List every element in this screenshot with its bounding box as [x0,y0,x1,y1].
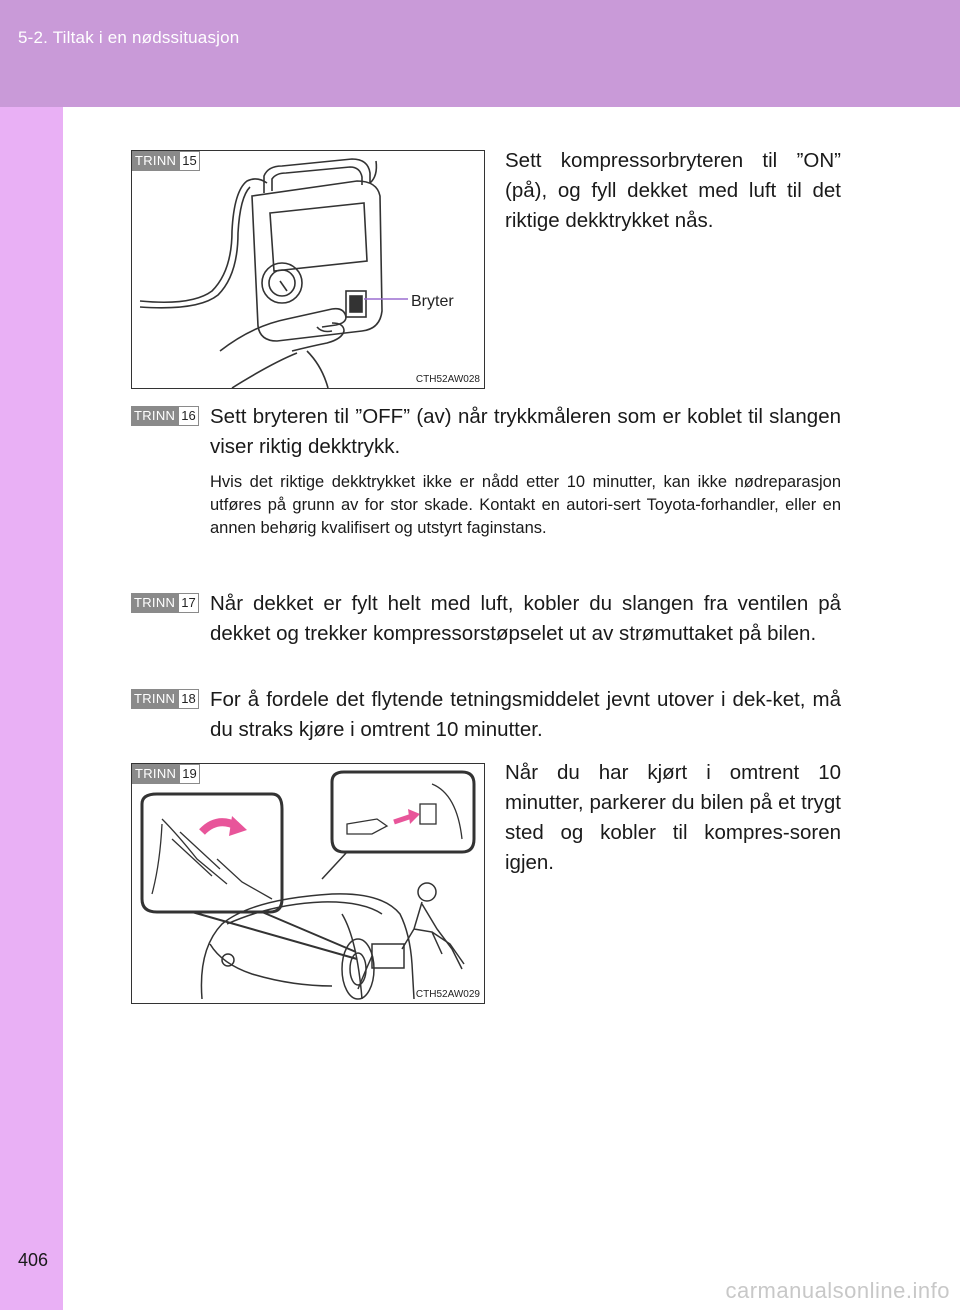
page-number: 406 [18,1250,49,1270]
step-16-note: Hvis det riktige dekktrykket ikke er nådd etter 10 minutter, kan ikke nødreparasjon utføres på grunn av for stor skade. Kontakt en autori-sert Toyota-forhandler, eller en annen behørig kvalifisert og utstyrt faginstans. [210,473,841,537]
step-word: TRINN [131,593,178,613]
step-number: 16 [178,406,198,426]
header-band [0,0,960,107]
step-18-text: For å fordele det flytende tetningsmiddelet jevnt utover i dek-ket, må du straks kjøre i omtrent 10 minutter. [210,688,841,741]
step-word: TRINN [131,689,178,709]
car-reconnect-illustration [132,764,484,1003]
watermark: carmanualsonline.info [725,1278,950,1303]
step-word: TRINN [132,151,179,171]
step-badge-18 [131,689,199,709]
step-15-text: Sett kompressorbryteren til ”ON” (på), og fyll dekket med luft til det riktige dekktrykket nås. [505,149,841,232]
step-16-text: Sett bryteren til ”OFF” (av) når trykkmåleren som er koblet til slangen viser riktig dekktrykk. [210,405,841,458]
figure-compressor-switch [131,150,485,389]
step-19-text: Når du har kjørt i omtrent 10 minutter, parkerer du bilen på et trygt sted og kobler til kompres-soren igjen. [505,761,841,874]
step-number: 15 [179,151,199,171]
step-number: 19 [179,764,199,784]
step-word: TRINN [132,764,179,784]
figure-code: CTH52AW028 [415,374,480,385]
figure-reconnect-compressor [131,763,485,1004]
step-17-text: Når dekket er fylt helt med luft, kobler du slangen fra ventilen på dekket og trekker kompressorstøpselet ut av strømuttaket på bilen. [210,592,841,645]
step-word: TRINN [131,406,178,426]
compressor-illustration [132,151,484,388]
figure-code: CTH52AW029 [415,989,480,1000]
step-number: 18 [178,689,198,709]
switch-label: Bryter [411,293,454,310]
step-badge-16 [131,406,199,426]
step-badge-15 [132,151,200,171]
side-band [0,107,63,1310]
step-badge-19 [132,764,200,784]
step-number: 17 [178,593,198,613]
step-badge-17 [131,593,199,613]
section-title: 5-2. Tiltak i en nødssituasjon [18,28,240,47]
